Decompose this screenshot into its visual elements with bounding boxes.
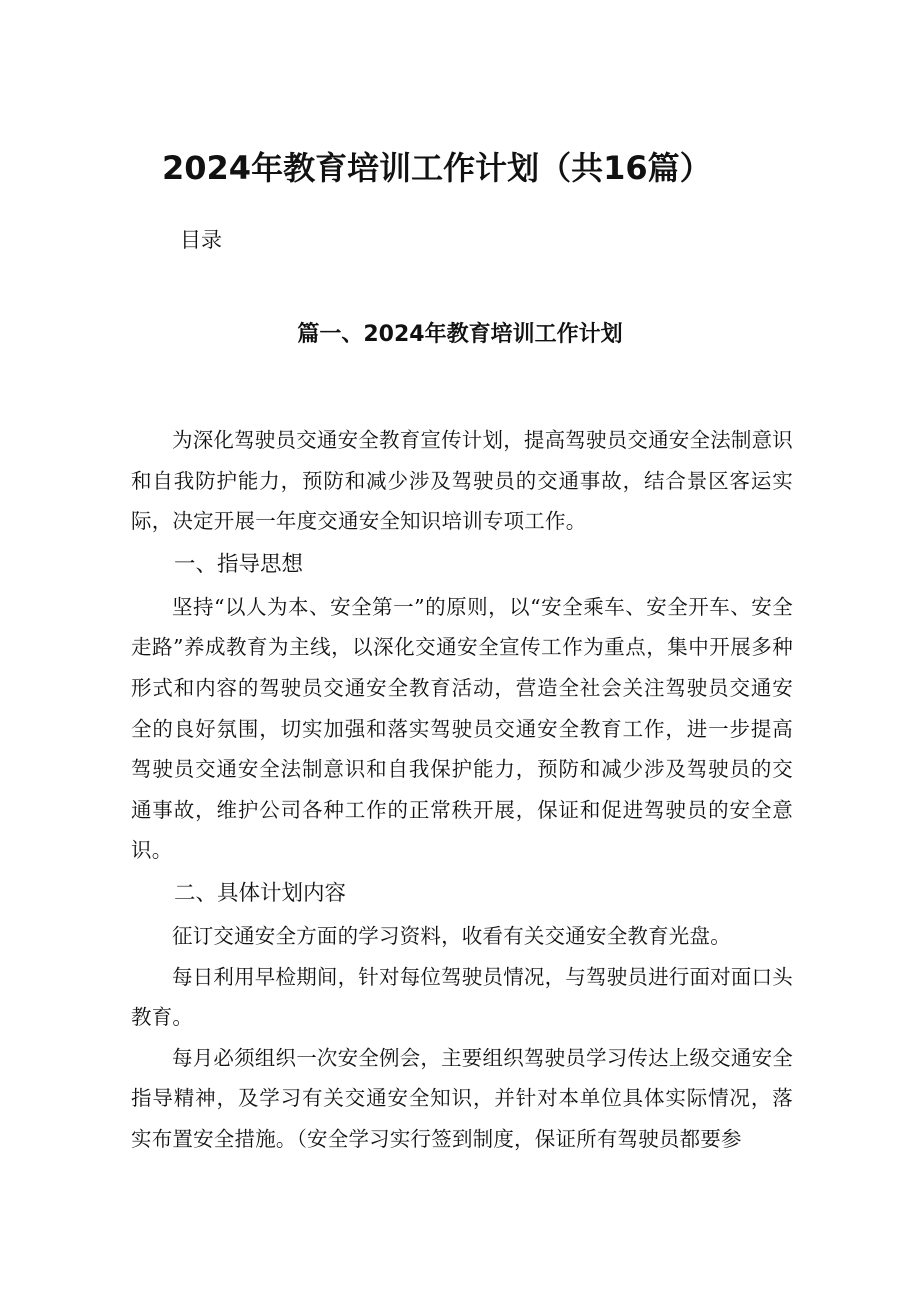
paragraph-monthly-meeting: 每月必须组织一次安全例会，主要组织驾驶员学习传达上级交通安全指导精神，及学习有关交通安全知识，并针对本单位具体实际情况，落实布置安全措施。（安全学习实行签到制度，保证所有驾驶员都要参 [131, 1045, 793, 1151]
paragraph-materials: 征订交通安全方面的学习资料，收看有关交通安全教育光盘。 [172, 923, 731, 948]
paragraph-daily-check: 每日利用早检期间，针对每位驾驶员情况，与驾驶员进行面对面口头教育。 [131, 964, 793, 1030]
chapter-title: 篇一、2024年教育培训工作计划 [297, 322, 623, 347]
section-heading-guiding-ideology: 一、指导思想 [174, 551, 304, 577]
document-body [131, 420, 793, 1160]
paragraph-guiding-ideology: 坚持“以人为本、安全第一”的原则，以“安全乘车、安全开车、安全走路”养成教育为主线，以深化交通安全宣传工作为重点，集中开展多种形式和内容的驾驶员交通安全教育活动，营造全社会关注驾驶员交通安全的良好氛围，切实加强和落实驾驶员交通安全教育工作，进一步提高驾驶员交通安全法制意识和自我保护能力，预防和减少涉及驾驶员的交通事故，维护公司各种工作的正常秩开展，保证和促进驾驶员的安全意识。 [131, 594, 793, 863]
section-heading-plan-content: 二、具体计划内容 [174, 880, 347, 906]
table-of-contents-label: 目录 [180, 228, 222, 252]
paragraph-intro: 为深化驾驶员交通安全教育宣传计划，提高驾驶员交通安全法制意识和自我防护能力，预防和减少涉及驾驶员的交通事故，结合景区客运实际，决定开展一年度交通安全知识培训专项工作。 [131, 428, 793, 534]
document-title: 2024年教育培训工作计划（共16篇） [162, 149, 712, 187]
